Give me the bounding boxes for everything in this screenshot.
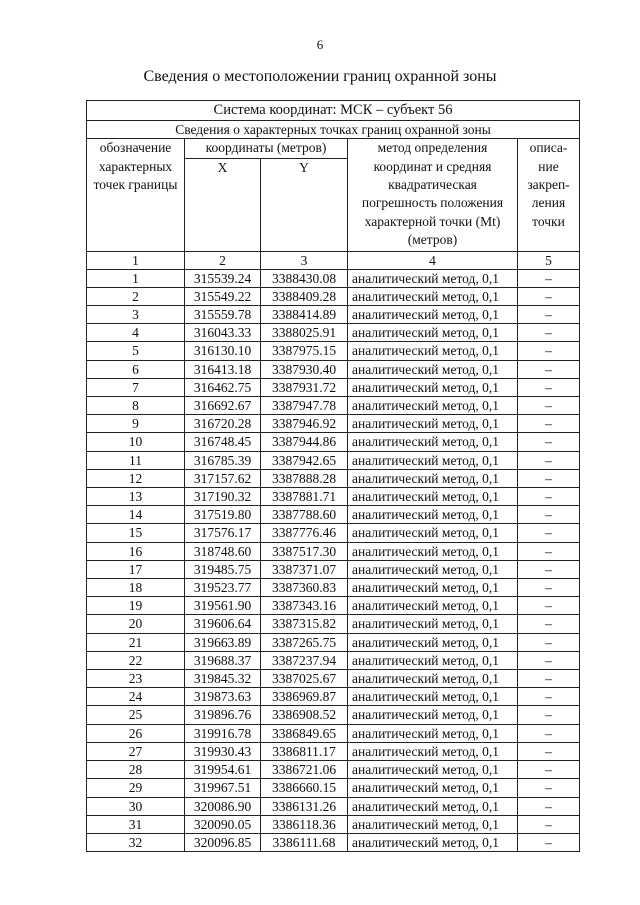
table-row (87, 306, 580, 324)
point-number-cell: 12 (87, 469, 185, 487)
table-row (87, 524, 580, 542)
table-row (87, 560, 580, 578)
point-number-cell: 7 (87, 378, 185, 396)
column-number: 1 (87, 251, 185, 269)
method-cell: аналитический метод, 0,1 (348, 651, 518, 669)
y-coordinate-cell: 3388430.08 (261, 269, 348, 287)
description-cell: – (518, 724, 580, 742)
point-number-cell: 20 (87, 615, 185, 633)
method-cell: аналитический метод, 0,1 (348, 287, 518, 305)
method-cell: аналитический метод, 0,1 (348, 815, 518, 833)
y-coordinate-cell: 3387371.07 (261, 560, 348, 578)
table-row (87, 615, 580, 633)
description-cell: – (518, 633, 580, 651)
x-label: X (217, 159, 228, 175)
boundary-points-table (86, 100, 580, 852)
table-row (87, 433, 580, 451)
description-cell: – (518, 815, 580, 833)
point-number-cell: 16 (87, 542, 185, 560)
y-coordinate-cell: 3387360.83 (261, 579, 348, 597)
point-number-cell: 26 (87, 724, 185, 742)
point-number-cell: 2 (87, 287, 185, 305)
x-coordinate-cell: 317157.62 (185, 469, 261, 487)
method-cell: аналитический метод, 0,1 (348, 469, 518, 487)
x-coordinate-cell: 319523.77 (185, 579, 261, 597)
x-coordinate-cell: 319688.37 (185, 651, 261, 669)
point-number-cell: 6 (87, 360, 185, 378)
description-cell: – (518, 269, 580, 287)
point-number-cell: 8 (87, 397, 185, 415)
y-label: Y (299, 159, 309, 175)
y-coordinate-cell: 3387025.67 (261, 670, 348, 688)
y-coordinate-cell: 3388409.28 (261, 287, 348, 305)
y-coordinate-cell: 3387944.86 (261, 433, 348, 451)
y-coordinate-cell: 3387881.71 (261, 488, 348, 506)
method-cell: аналитический метод, 0,1 (348, 724, 518, 742)
table-row (87, 488, 580, 506)
x-coordinate-cell: 318748.60 (185, 542, 261, 560)
description-cell: – (518, 579, 580, 597)
description-cell: – (518, 451, 580, 469)
method-cell: аналитический метод, 0,1 (348, 415, 518, 433)
description-cell: – (518, 360, 580, 378)
table-row (87, 633, 580, 651)
y-coordinate-cell: 3388025.91 (261, 324, 348, 342)
method-cell: аналитический метод, 0,1 (348, 306, 518, 324)
point-number-cell: 21 (87, 633, 185, 651)
description-cell: – (518, 306, 580, 324)
x-coordinate-cell: 319663.89 (185, 633, 261, 651)
y-coordinate-cell: 3387931.72 (261, 378, 348, 396)
y-coordinate-cell: 3387517.30 (261, 542, 348, 560)
method-cell: аналитический метод, 0,1 (348, 451, 518, 469)
description-cell: – (518, 506, 580, 524)
method-cell: аналитический метод, 0,1 (348, 779, 518, 797)
point-number-cell: 25 (87, 706, 185, 724)
point-number-cell: 17 (87, 560, 185, 578)
description-cell: – (518, 488, 580, 506)
x-coordinate-cell: 317190.32 (185, 488, 261, 506)
method-cell: аналитический метод, 0,1 (348, 360, 518, 378)
y-coordinate-cell: 3386111.68 (261, 833, 348, 851)
method-cell: аналитический метод, 0,1 (348, 524, 518, 542)
x-coordinate-cell: 320096.85 (185, 833, 261, 851)
x-coordinate-cell: 320086.90 (185, 797, 261, 815)
y-coordinate-cell: 3387237.94 (261, 651, 348, 669)
table-row (87, 397, 580, 415)
point-number-cell: 24 (87, 688, 185, 706)
point-number-cell: 30 (87, 797, 185, 815)
method-cell: аналитический метод, 0,1 (348, 670, 518, 688)
table-row (87, 651, 580, 669)
x-coordinate-cell: 319896.76 (185, 706, 261, 724)
point-number-cell: 23 (87, 670, 185, 688)
x-coordinate-cell: 317576.17 (185, 524, 261, 542)
y-coordinate-cell: 3387946.92 (261, 415, 348, 433)
y-coordinate-cell: 3386118.36 (261, 815, 348, 833)
column-number: 2 (185, 251, 261, 269)
table-row (87, 360, 580, 378)
point-number-cell: 4 (87, 324, 185, 342)
table-row (87, 779, 580, 797)
table-row (87, 579, 580, 597)
point-number-cell: 19 (87, 597, 185, 615)
method-cell: аналитический метод, 0,1 (348, 560, 518, 578)
y-coordinate-cell: 3386811.17 (261, 742, 348, 760)
x-coordinate-cell: 320090.05 (185, 815, 261, 833)
y-coordinate-cell: 3387947.78 (261, 397, 348, 415)
x-coordinate-cell: 316720.28 (185, 415, 261, 433)
table-row (87, 815, 580, 833)
y-column-header (261, 158, 348, 251)
x-coordinate-cell: 316130.10 (185, 342, 261, 360)
table-row (87, 287, 580, 305)
y-coordinate-cell: 3387265.75 (261, 633, 348, 651)
point-number-cell: 32 (87, 833, 185, 851)
method-cell: аналитический метод, 0,1 (348, 433, 518, 451)
method-cell: аналитический метод, 0,1 (348, 378, 518, 396)
point-number-cell: 15 (87, 524, 185, 542)
y-coordinate-cell: 3387343.16 (261, 597, 348, 615)
description-cell: – (518, 378, 580, 396)
method-cell: аналитический метод, 0,1 (348, 797, 518, 815)
table-row (87, 833, 580, 851)
method-cell: аналитический метод, 0,1 (348, 542, 518, 560)
description-cell: – (518, 761, 580, 779)
x-coordinate-cell: 316462.75 (185, 378, 261, 396)
y-coordinate-cell: 3386969.87 (261, 688, 348, 706)
y-coordinate-cell: 3387942.65 (261, 451, 348, 469)
y-coordinate-cell: 3387788.60 (261, 506, 348, 524)
method-cell: аналитический метод, 0,1 (348, 706, 518, 724)
table-row (87, 597, 580, 615)
x-coordinate-cell: 316692.67 (185, 397, 261, 415)
description-cell: – (518, 287, 580, 305)
table-row (87, 742, 580, 760)
x-coordinate-cell: 319873.63 (185, 688, 261, 706)
point-column-header: обозначение характерных точек границы (87, 139, 185, 251)
method-cell: аналитический метод, 0,1 (348, 688, 518, 706)
point-number-cell: 14 (87, 506, 185, 524)
x-coordinate-cell: 315549.22 (185, 287, 261, 305)
description-cell: – (518, 524, 580, 542)
description-cell: – (518, 415, 580, 433)
table-row (87, 761, 580, 779)
table-row (87, 797, 580, 815)
point-number-cell: 29 (87, 779, 185, 797)
point-number-cell: 9 (87, 415, 185, 433)
method-column-header: метод определения координат и средняя квадратическая погрешность положения характерной точки (Mt) (метров) (348, 139, 518, 251)
method-cell: аналитический метод, 0,1 (348, 506, 518, 524)
description-cell: – (518, 397, 580, 415)
point-number-cell: 27 (87, 742, 185, 760)
table-row (87, 415, 580, 433)
coordinate-system-header: Система координат: МСК – субъект 56 (87, 101, 580, 121)
table-row (87, 269, 580, 287)
description-cell: – (518, 469, 580, 487)
method-cell: аналитический метод, 0,1 (348, 324, 518, 342)
x-coordinate-cell: 319967.51 (185, 779, 261, 797)
table-row (87, 670, 580, 688)
column-number: 3 (261, 251, 348, 269)
x-coordinate-cell: 319485.75 (185, 560, 261, 578)
y-coordinate-cell: 3386721.06 (261, 761, 348, 779)
y-coordinate-cell: 3386131.26 (261, 797, 348, 815)
point-number-cell: 13 (87, 488, 185, 506)
method-cell: аналитический метод, 0,1 (348, 615, 518, 633)
x-coordinate-cell: 319606.64 (185, 615, 261, 633)
page-number: 6 (316, 37, 324, 52)
table-row (87, 542, 580, 560)
column-number: 4 (348, 251, 518, 269)
method-cell: аналитический метод, 0,1 (348, 633, 518, 651)
method-cell: аналитический метод, 0,1 (348, 833, 518, 851)
x-coordinate-cell: 316785.39 (185, 451, 261, 469)
y-coordinate-cell: 3386908.52 (261, 706, 348, 724)
point-number-cell: 1 (87, 269, 185, 287)
point-number-cell: 31 (87, 815, 185, 833)
point-number-cell: 11 (87, 451, 185, 469)
description-cell: – (518, 742, 580, 760)
description-cell: – (518, 779, 580, 797)
method-cell: аналитический метод, 0,1 (348, 761, 518, 779)
y-coordinate-cell: 3387315.82 (261, 615, 348, 633)
table-row (87, 724, 580, 742)
description-cell: – (518, 651, 580, 669)
table-row (87, 688, 580, 706)
table-row (87, 378, 580, 396)
method-cell: аналитический метод, 0,1 (348, 597, 518, 615)
description-cell: – (518, 706, 580, 724)
method-cell: аналитический метод, 0,1 (348, 579, 518, 597)
x-coordinate-cell: 319845.32 (185, 670, 261, 688)
x-coordinate-cell: 319954.61 (185, 761, 261, 779)
point-number-cell: 10 (87, 433, 185, 451)
table-row (87, 706, 580, 724)
table-row (87, 324, 580, 342)
table-subtitle: Сведения о характерных точках границ охранной зоны (87, 121, 580, 139)
method-cell: аналитический метод, 0,1 (348, 397, 518, 415)
x-coordinate-cell: 317519.80 (185, 506, 261, 524)
method-cell: аналитический метод, 0,1 (348, 742, 518, 760)
column-number: 5 (518, 251, 580, 269)
description-cell: – (518, 342, 580, 360)
method-cell: аналитический метод, 0,1 (348, 488, 518, 506)
description-cell: – (518, 833, 580, 851)
x-coordinate-cell: 319561.90 (185, 597, 261, 615)
table-row (87, 469, 580, 487)
y-coordinate-cell: 3387776.46 (261, 524, 348, 542)
point-number-cell: 5 (87, 342, 185, 360)
y-coordinate-cell: 3386660.15 (261, 779, 348, 797)
table-row (87, 451, 580, 469)
description-cell: – (518, 560, 580, 578)
page-title: Сведения о местоположении границ охранной зоны (143, 68, 497, 85)
x-coordinate-cell: 316043.33 (185, 324, 261, 342)
description-column-header: описа-ние закреп-ления точки (518, 139, 580, 251)
y-coordinate-cell: 3387975.15 (261, 342, 348, 360)
x-coordinate-cell: 316413.18 (185, 360, 261, 378)
y-coordinate-cell: 3386849.65 (261, 724, 348, 742)
y-coordinate-cell: 3388414.89 (261, 306, 348, 324)
table-row (87, 342, 580, 360)
description-cell: – (518, 688, 580, 706)
method-cell: аналитический метод, 0,1 (348, 342, 518, 360)
description-cell: – (518, 797, 580, 815)
point-number-cell: 28 (87, 761, 185, 779)
table-row (87, 506, 580, 524)
x-coordinate-cell: 319916.78 (185, 724, 261, 742)
y-coordinate-cell: 3387888.28 (261, 469, 348, 487)
x-coordinate-cell: 319930.43 (185, 742, 261, 760)
coords-column-header: координаты (метров) (185, 139, 348, 158)
method-cell: аналитический метод, 0,1 (348, 269, 518, 287)
y-coordinate-cell: 3387930.40 (261, 360, 348, 378)
x-coordinate-cell: 315539.24 (185, 269, 261, 287)
x-coordinate-cell: 315559.78 (185, 306, 261, 324)
description-cell: – (518, 670, 580, 688)
x-column-header (185, 158, 261, 251)
description-cell: – (518, 542, 580, 560)
point-number-cell: 18 (87, 579, 185, 597)
description-cell: – (518, 597, 580, 615)
description-cell: – (518, 324, 580, 342)
description-cell: – (518, 433, 580, 451)
x-coordinate-cell: 316748.45 (185, 433, 261, 451)
description-cell: – (518, 615, 580, 633)
point-number-cell: 22 (87, 651, 185, 669)
point-number-cell: 3 (87, 306, 185, 324)
